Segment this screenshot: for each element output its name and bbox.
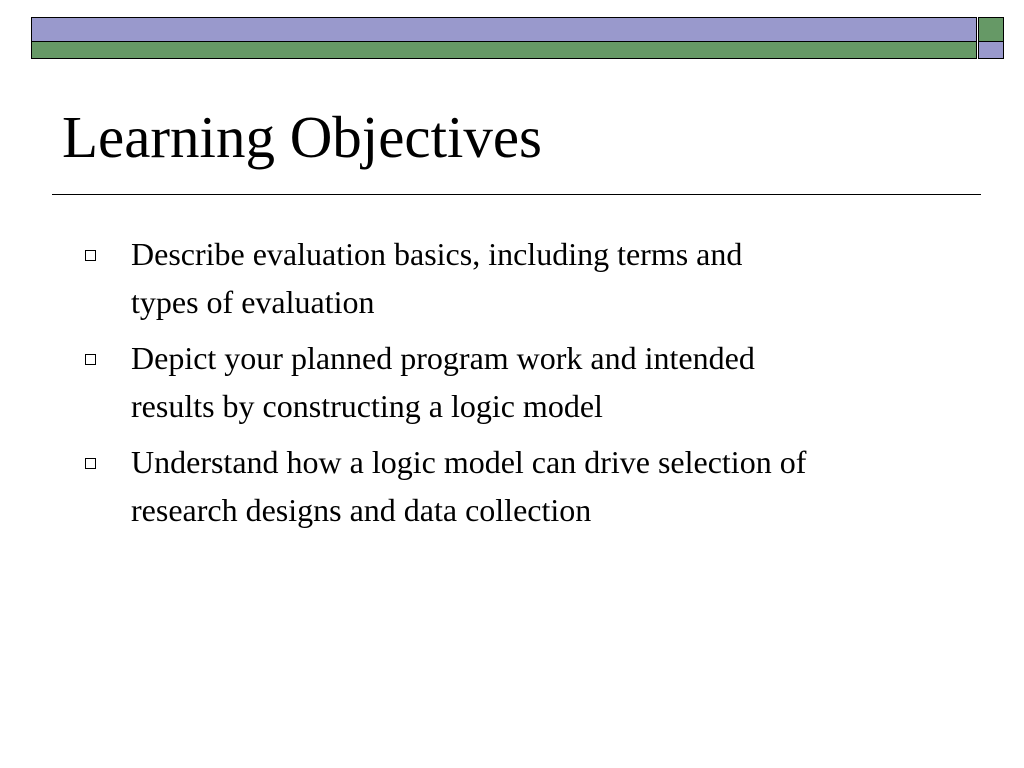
header-bar-top (31, 17, 977, 42)
hollow-square-bullet-icon (85, 354, 96, 365)
title-divider (52, 194, 981, 195)
hollow-square-bullet-icon (85, 250, 96, 261)
bullet-item-logic-model (0, 334, 1024, 430)
header-square-top (978, 17, 1004, 42)
bullet-item-evaluation-basics (0, 230, 1024, 326)
bullet-list (0, 230, 1024, 542)
slide-title: Learning Objectives (62, 104, 543, 170)
bullet-item-research-designs (0, 438, 1024, 534)
hollow-square-bullet-icon (85, 458, 96, 469)
header-bar-bottom (31, 42, 977, 59)
bullet-text: Understand how a logic model can drive selection of research designs and data collection (131, 444, 807, 528)
bullet-text: Describe evaluation basics, including terms and types of evaluation (131, 236, 743, 320)
header-square-bottom (978, 42, 1004, 59)
bullet-text: Depict your planned program work and intended results by constructing a logic model (131, 340, 755, 424)
